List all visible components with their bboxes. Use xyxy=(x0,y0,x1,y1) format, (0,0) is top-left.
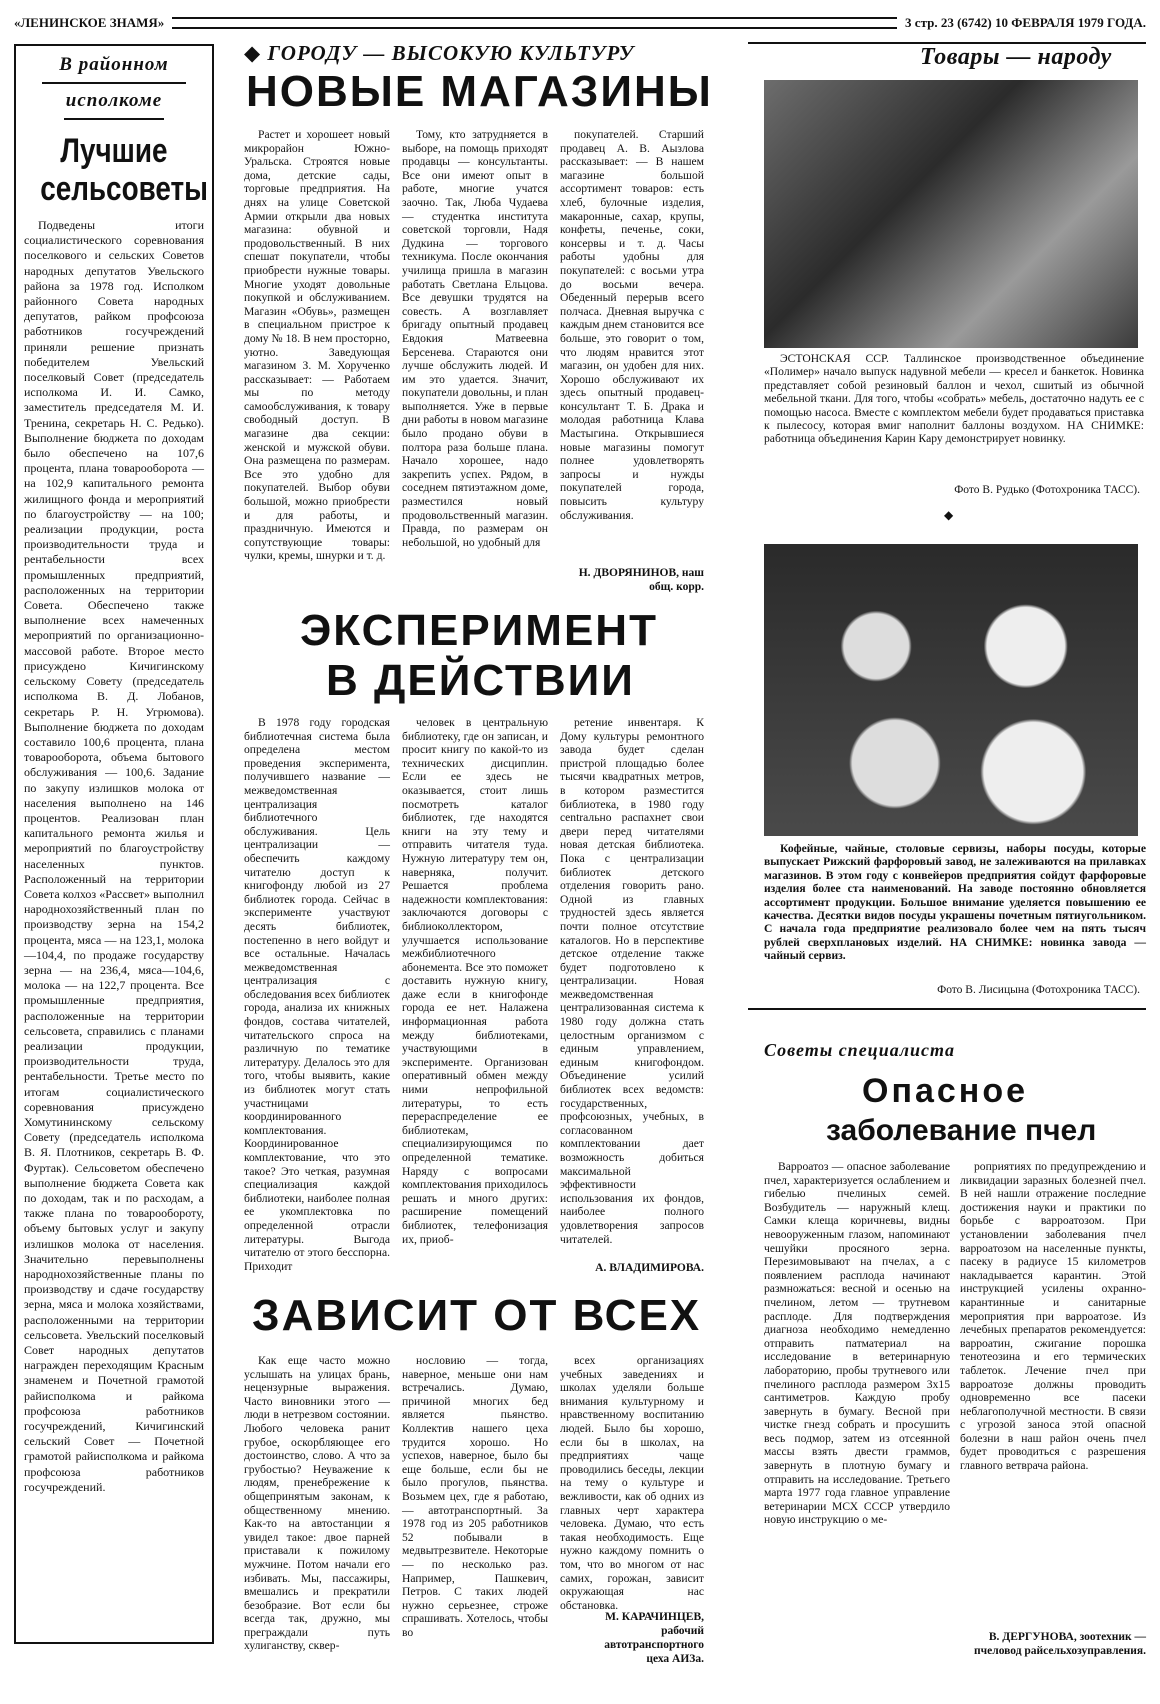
kicker-line-2: исполкоме xyxy=(65,90,163,111)
right-divider xyxy=(748,1008,1146,1010)
depends-title: ЗАВИСИТ ОТ ВСЕХ xyxy=(252,1291,702,1340)
depends-signature: М. КАРАЧИНЦЕВ, рабочий автотранспортного цеха АИЗа. xyxy=(604,1611,704,1665)
left-article-text: Подведены итоги социалистического соревнования поселкового и сельских Советов народных депутатов Увельского района за 1978 год. Исполком районного Совета народных депутатов, райком профсоюза работников госучреждений приняли решение признать победителем Увельский поселковый Совет (председатель исполкома И. И. Самко, заместитель председателя М. И. Тренина, секретарь Н. С. Редько). Выполнение бюджета по доходам было обеспечено на 107,6 процента, плана товарооборота — на 102,9 капитального ремонта жилищного фонда и мероприятий по благоустройству — на 100; реализации продукции, роста производительности труда и рентабельности всех промышленных предприятий, расположенных на территории Совета. Обеспечено также выполнение всех намеченных мероприятий по организационно-массовой работе. Второе место присуждено Кичигинскому сельскому Совету (председатель исполкома В. Д. Лобанов, секретарь Р. Н. Угрюмова). Выполнение бюджета по доходам составило 100,6 процента, плана товарооборота, объема бытового обслуживания — 100,6. Задание по закупу излишков молока от населения выполнено на 146 процентов. Реализован план капитального ремонта жилья и мероприятий по благоустройству населенных пунктов. Расположенный на территории Совета колхоз «Рассвет» выполнил народнохозяйственный план по производству зерна на 154,2 процента, мяса — на 123,1, молока—104,4, по продаже государству зерна — на 236,4, мяса—104,6, молока — на 122,7 процента. Все промышленные предприятия, расположенные на территории сельсовета, справились с планами реализации продукции, производительности труда, рентабельности. Третье место по итогам социалистического соревнования присуждено Хомутининскому сельскому Совету (председатель исполкома В. Я. Плотников, секретарь В. Ф. Фуртак). Сельсоветом обеспечено выполнение бюджета Совета как по доходам, так и по расходам, а также плана по товарообороту, объему бытовых услуг и закупу излишков молока от населения. Значительно перевыполнены народнохозяйственные планы по производству и сдаче государству зерна, мяса и молока хозяйствами, расположенными на территории сельсовета. Увельский поселковый Совет народных депутатов награжден переходящим Красным знаменем и Почетной грамотой райисполкома и райкома профсоюза работников госучреждений, Кичигинский сельский Совет — Почетной грамотой райисполкома и райкома профсоюза работников госучреждений. xyxy=(24,218,204,1494)
paper-name: «ЛЕНИНСКОЕ ЗНАМЯ» xyxy=(14,15,165,30)
shops-signature: Н. ДВОРЯНИНОВ, наш общ. корр. xyxy=(578,567,704,593)
goods-kicker: Товары — народу xyxy=(920,44,1112,70)
depends-col-3: всех организациях учебных заведениях и школах уделяли больше внимания культурному и нравственному воспитанию людей. Было бы хорошо, если бы в школах, на предприятиях чаще проводились беседы, лекции на тему о культуре и вежливости, как об одних из главных черт характера человека. Думаю, что есть такая необходимость. Еще нужно каждому помнить о том, что во многом от нас самих, горожан, зависит окружающая нас обстановка. xyxy=(560,1354,704,1612)
kicker-rule-2 xyxy=(64,118,164,120)
depends-col-1: Как еще часто можно услышать на улицах брань, нецензурные выражения. Часто виновники этого — люди в нетрезвом состоянии. Любого человека ранит грубое, оскорбляющее его достоинство, слово. А что за грубостью? Неуважение к людям, пренебрежение к общепринятым законам, к общественному мнению. Как-то на автостанции я увидел такое: двое парней приставали к пожилому мужчине. Потом начали его избивать. Мы, пассажиры, вмешались и прекратили безобразие. Вот если бы всегда так, дружно, мы преграждали путь хулиганству, сквер- xyxy=(244,1354,390,1653)
furniture-credit: Фото В. Рудько (Фотохроника ТАСС). xyxy=(954,484,1140,496)
masthead xyxy=(14,12,1146,34)
left-title: Лучшие сельсоветы xyxy=(40,132,208,208)
furniture-photo xyxy=(764,80,1138,348)
experiment-col-1: В 1978 году городская библиотечная система была определена местом проведения эксперимента, получившего название — межведомственная централизация библиотечного обслуживания. Цель централизации — обеспечить каждому читателю доступ к книгофонду любой из 27 библиотек города. Сейчас в эксперименте участвуют десять библиотек, постепенно в него войдут и все остальные. Началась межведомственная централизация с обследования всех библиотек города, анализа их книжных фондов, состава читателей, читательского спроса на различную по тематике литературу. Делалось это для того, чтобы выявить, какие из библиотек могут стать участницами координированного комплектования. Координированное комплектование, что это такое? Это четкая, разумная специализация каждой библиотеки, наиболее полная ее укомплектовка по определенной отрасли литературы. Выгода читателю от этого бесспорна. Приходит xyxy=(244,716,390,1273)
center-kicker: ◆ ГОРОДУ — ВЫСОКУЮ КУЛЬТУРУ xyxy=(244,41,635,65)
left-kicker xyxy=(24,54,204,120)
goods-frame xyxy=(748,42,1146,44)
experiment-title-2: В ДЕЙСТВИИ xyxy=(326,656,635,705)
shops-title: НОВЫЕ МАГАЗИНЫ xyxy=(246,67,713,116)
advice-kicker: Советы специалиста xyxy=(764,1040,955,1060)
porcelain-photo xyxy=(764,544,1138,836)
left-column-box xyxy=(14,44,214,1644)
shops-col-3: покупателей. Старший продавец А. В. Аызлова рассказывает: — В нашем магазине большой ассортимент товаров: есть хлеб, булочные изделия, макаронные, сахар, крупы, конфеты, печенье, соки, консервы и т. д. Часы работы удобны для покупателей: с восьми утра до восьми вечера. Обеденный перерыв всего полчаса. Дневная выручка с каждым днем становится все больше, это говорит о том, что людям нравится этот магазин, он удобен для них. Хорошо обслуживают их здесь опытный продавец-консультант Т. Б. Драка и молодая работница Клава Мастыгина. Открывшиеся новые магазины помогут полнее удовлетворять запросы и нужды покупателей города, повысить культуру обслуживания. xyxy=(560,128,704,522)
bee-col-2: роприятиях по предупреждению и ликвидации заразных болезней пчел. В ней нашли отражение последние достижения науки и практики по борьбе с варроатозом. При установлении заболевания пчел варроатозом на населенные пункты, пасеку в радиусе 15 километров накладывается карантин. Этой инструкцией усилены охранно-карантинные и санитарные мероприятия при варроатозе. Из лечебных препаратов рекомендуется: варроатин, сжигание порошка тенотеозина и его термических таблеток. Лечение пчел при варроатозе должны проводить одновременно все пасеки неблагополучной местности. В связи с угрозой заноса этой опасной болезни в наш район очень пчел будет проводиться с разрешения главного ветврача района. xyxy=(960,1160,1146,1473)
porcelain-caption: Кофейные, чайные, столовые сервизы, наборы посуды, которые выпускает Рижский фарфоровый завод, не залеживаются на прилавках магазинов. В этом году с конвейеров предприятия сойдут фарфоровые изделия более ста наименований. На заводе постоянно обновляется ассортимент продукции. Большое внимание уделяется повышению ее качества. Десятки видов посуды украшены почетным пятиугольником. С начала года предприятие реализовало более чем на пять тысяч рублей сверхплановых изделий. НА СНИМКЕ: новинка завода — чайный сервиз. xyxy=(764,842,1146,963)
experiment-col-3: ретение инвентаря. К Дому культуры ремонтного завода будет сделан пристрой площадью более тысячи квадратных метров, в котором разместится библиотека, в 1980 году centrально распахнет свои двери перед читателями новая детская библиотека. Пока с централизации библиотек детского отделения говорить рано. Одной из главных трудностей здесь является почти полное отсутствие каталогов. Но в перспективе детское отделение также будет подготовлено к централизации. Новая межведомственная централизованная система к 1980 году должна стать целостным организмом с единым управлением, единым книгофондом. Объединение усилий библиотек всех ведомств: государственных, профсоюзных, учебных, в согласованном комплектовании дает возможность добиться максимальной эффективности использования их фондов, наиболее полного удовлетворения запросов читателей. xyxy=(560,716,704,1246)
ornament-icon: ◆ xyxy=(944,508,954,522)
bee-title-2: заболевание пчел xyxy=(826,1114,1097,1147)
bee-title-1: Опасное xyxy=(862,1072,1029,1110)
depends-col-2: нословию — тогда, наверное, меньше они нам встречались. Думаю, причиной многих бед является пьянство. Коллектив нашего цеха трудится хорошо. Но успехов, наверное, было бы еще больше, если бы не было прогулов, пьянства. Возьмем цех, где я работаю, — автотранспортный. За 1978 год из 205 работников 52 побывали в медвытрезвителе. Некоторые — по несколько раз. Например, Пашкевич, Петров. С таких людей нужно серьезнее, строже спрашивать. Хотелось, чтобы во xyxy=(402,1354,548,1639)
bee-signature: В. ДЕРГУНОВА, зоотехник — пчеловод райсельхозуправления. xyxy=(974,1631,1146,1657)
bee-col-1: Варроатоз — опасное заболевание пчел, характеризуется ослаблением и гибелью пчелиных семей. Возбудитель — наружный клещ. Самки клеща коричневы, видны невооруженным глазом, напоминают чешуйки просяного зерна. Перезимовывают на пчелах, а с появлением расплода начинают размножаться: весной и осенью на пчелином, летом — трутневом расплоде. Для подтверждения диагноза необходимо немедленно отправить патматериал на исследование в ветеринарную лабораторию, пробы трутневого или пчелиного расплода размером 3х15 сантиметров. Каждую пробу завернуть в бумагу. Весной при чистке гнезд собрать и просушить весь подмор, затем из отсеянной массы взять двести граммов, завернуть в плотную бумагу и отправить на исследование. Третьего марта 1977 года главное управление ветеринарии МСХ СССР утвердило новую инструкцию о ме- xyxy=(764,1160,950,1527)
experiment-title-1: ЭКСПЕРИМЕНТ xyxy=(300,606,658,655)
experiment-signature: А. ВЛАДИМИРОВА. xyxy=(595,1262,704,1274)
kicker-rule xyxy=(42,82,186,84)
furniture-caption: ЭСТОНСКАЯ ССР. Таллинское производственное объединение «Полимер» начало выпуск надувной мебели — кресел и банкеток. Новинка представляет собой резиновый баллон и чехол, сшитый из обычной мебельной ткани. Для того, чтобы «собрать» мебель, достаточно надуть ее с помощью насоса. Вместе с комплектом мебели будет продаваться приставка к пылесосу, которая вмиг наполнит баллоны воздухом. НА СНИМКЕ: работница объединения Карин Кару демонстрирует новинку. xyxy=(764,352,1144,446)
kicker-line-1: В районном xyxy=(59,54,169,75)
issue-info: 3 стр. 23 (6742) 10 ФЕВРАЛЯ 1979 ГОДА. xyxy=(905,15,1146,30)
masthead-rule xyxy=(172,17,897,29)
shops-col-1: Растет и хорошеет новый микрорайон Южно-Уральска. Строятся новые дома, детские сады, торговые предприятия. На днях на улице Советской Армии открыли два новых магазина: обувной и продовольственный. В них спешат покупатели, чтобы приобрести нужные товары. Многие уходят довольные покупкой и обслуживанием. Магазин «Обувь», размещен в специальном пристрое к дому № 18. В нем просторно, уютно. Заведующая магазином З. М. Хорученко рассказывает: — Работаем мы по методу самообслуживания, к товару свободный доступ. В магазине два секции: женской и мужской обуви. Она размещена по размерам. Все это удобно для покупателей. Выбор обуви большой, можно приобрести и для работы, и праздничную. Имеются и сопутствующие товары: чулки, кремы, шнурки и т. д. xyxy=(244,128,390,563)
experiment-col-2: человек в центральную библиотеку, где он записан, и просит книгу по какой-то из технических дисциплин. Если ее здесь не оказывается, стоит лишь посмотреть каталог библиотек, где находятся книги на эту тему и отправить читателя туда. Нужную литературу тем он, наверняка, получит. Решается проблема надежности комплектования: заключаются договоры с библиоколлектором, улучшается использование межбиблиотечного абонемента. Все это поможет доставить нужную книгу, даже если в книгофонде города ее нет. Налажена информационная работа между библиотеками, участвующими в эксперименте. Организован оперативный обмен между ними непрофильной литературы, то есть перераспределение ее библиотекам, специализирующимся по определенной тематике. Наряду с вопросами комплектования приходилось решать и много других: расширение помещений библиотек, телефонизация их, приоб- xyxy=(402,716,548,1246)
porcelain-credit: Фото В. Лисицына (Фотохроника ТАСС). xyxy=(937,984,1140,996)
shops-col-2: Тому, кто затрудняется в выборе, на помощь приходят продавцы — консультанты. Все они имеют опыт в работе, многие учатся заочно. Так, Люба Чудаева — студентка института советской торговли, Надя Дудкина — торгового техникума. После окончания училища пришла в магазин работать Светлана Ельцова. Все девушки трудятся на совесть. А возглавляет бригаду опытный продавец Евдокия Матвеевна Берсенева. Стараются они лучше обслужить людей. И им это удается. Значит, покупатели довольны, и план выполняется. Уже в первые дни работы в новом магазине было продано обуви в полтора раза больше плана. Начало хорошее, надо закрепить успех. Рядом, в соседнем пятиэтажном доме, разместился новый продовольственный магазин. Правда, по размерам он небольшой, но удобный для xyxy=(402,128,548,549)
